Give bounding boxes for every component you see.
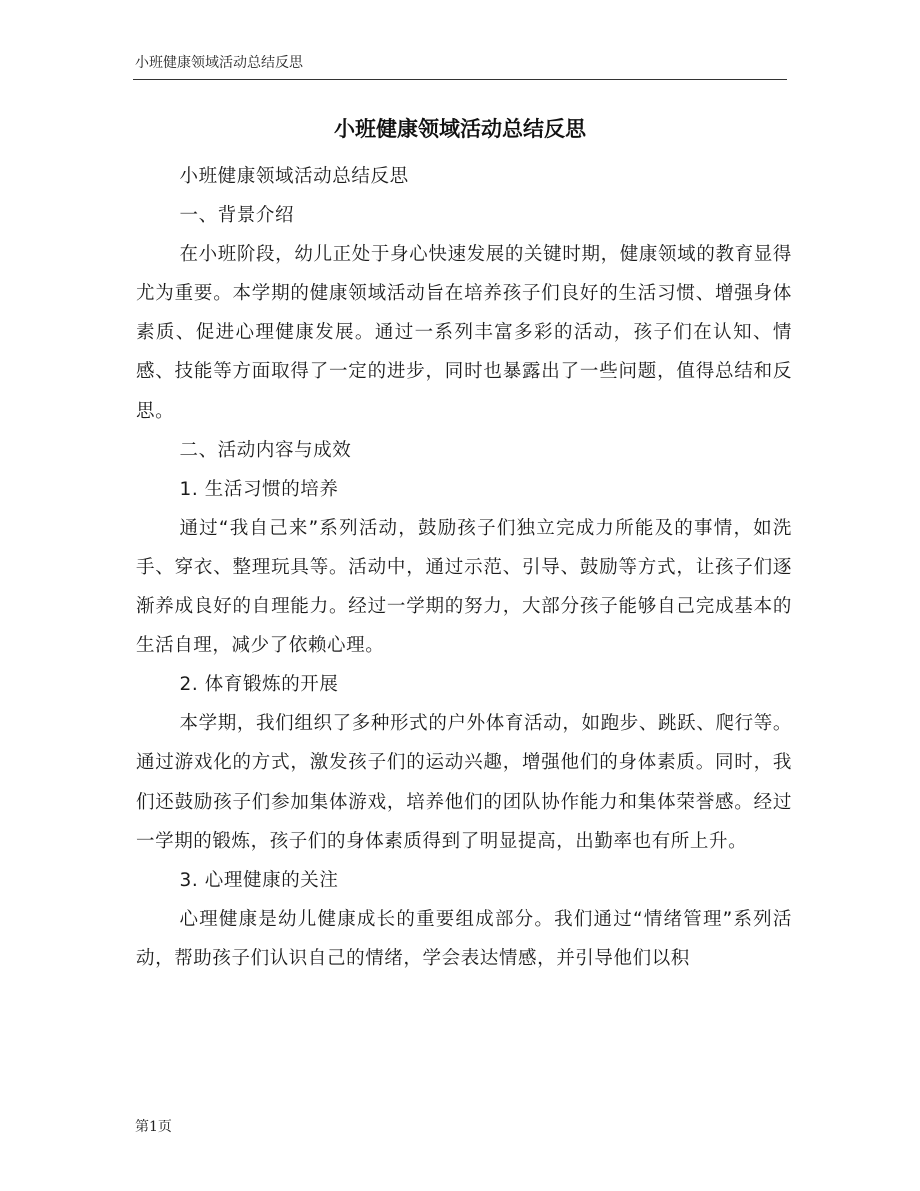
page-number: 第1页 <box>135 1119 172 1135</box>
paragraph-mental-health: 心理健康是幼儿健康成长的重要组成部分。我们通过“情绪管理”系列活动，帮助孩子们认识自己的情绪，学会表达情感，并引导他们以积 <box>136 908 792 969</box>
document-body <box>136 157 792 978</box>
paragraph-exercise: 本学期，我们组织了多种形式的户外体育活动，如跑步、跳跃、爬行等。通过游戏化的方式，激发孩子们的运动兴趣，增强他们的身体素质。同时，我们还鼓励孩子们参加集体游戏，培养他们的团队协作能力和集体荣誉感。经过一学期的锻炼，孩子们的身体素质得到了明显提高，出勤率也有所上升。 <box>136 713 792 852</box>
paragraph-background: 在小班阶段，幼儿正处于身心快速发展的关键时期，健康领域的教育显得尤为重要。本学期的健康领域活动旨在培养孩子们良好的生活习惯、增强身体素质、促进心理健康发展。通过一系列丰富多彩的活动，孩子们在认知、情感、技能等方面取得了一定的进步，同时也暴露出了一些问题，值得总结和反思。 <box>136 244 792 422</box>
section-heading-background: 一、背景介绍 <box>179 205 295 227</box>
document-title: 小班健康领域活动总结反思 <box>334 117 586 141</box>
paragraph-subtitle: 小班健康领域活动总结反思 <box>179 166 409 187</box>
running-header: 小班健康领域活动总结反思 <box>135 55 303 71</box>
paragraph-habits: 通过“我自己来”系列活动，鼓励孩子们独立完成力所能及的事情，如洗手、穿衣、整理玩具等。活动中，通过示范、引导、鼓励等方式，让孩子们逐渐养成良好的自理能力。经过一学期的努力，大部分孩子能够自己完成基本的生活自理，减少了依赖心理。 <box>136 517 792 657</box>
subheading-exercise: 2. 体育锻炼的开展 <box>179 674 339 696</box>
subheading-habits: 1. 生活习惯的培养 <box>179 478 339 500</box>
section-heading-content: 二、活动内容与成效 <box>179 439 352 461</box>
header-divider <box>133 79 787 80</box>
subheading-mental-health: 3. 心理健康的关注 <box>179 869 339 891</box>
